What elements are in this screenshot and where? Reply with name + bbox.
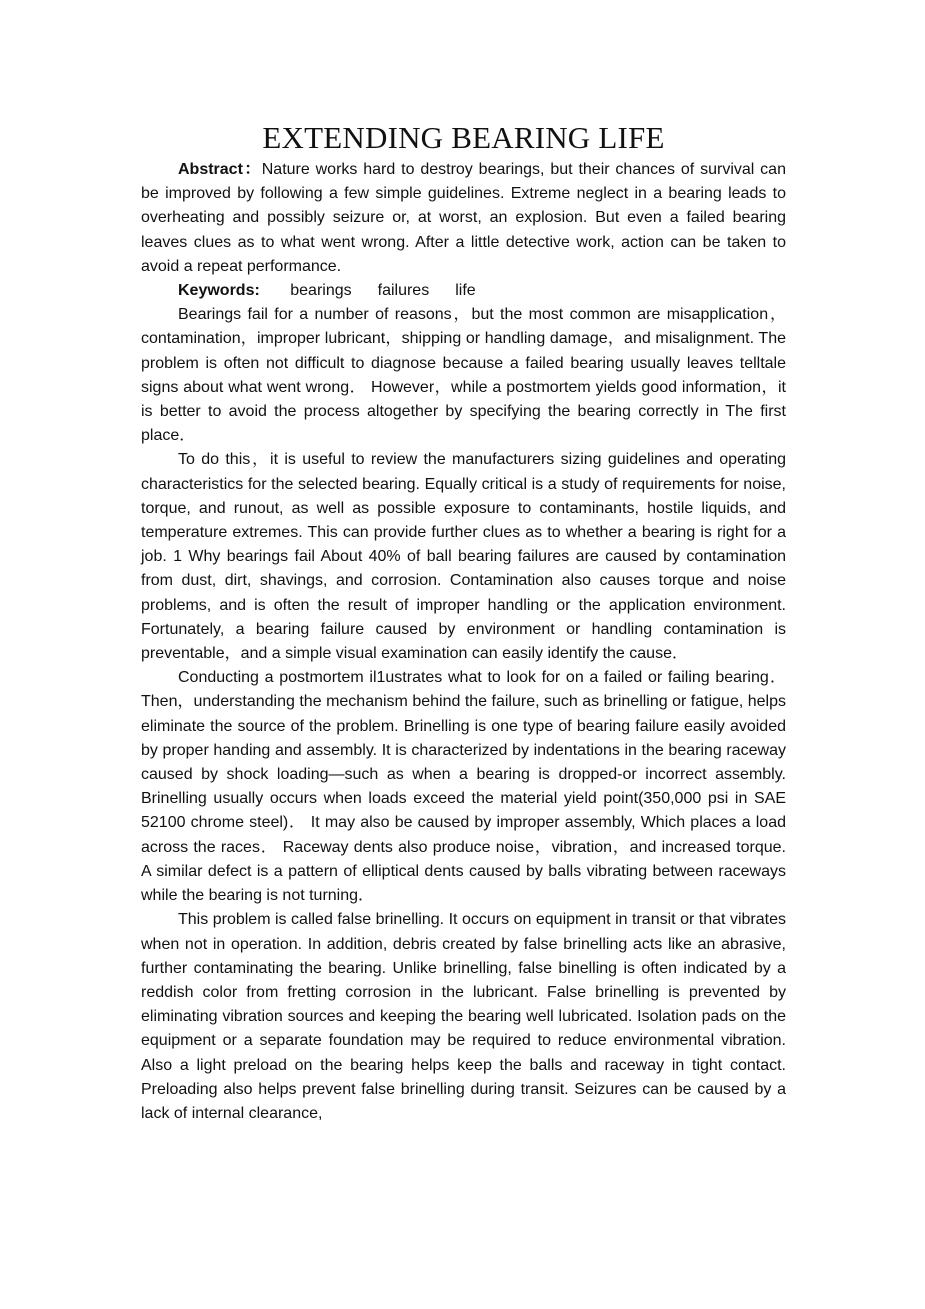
body-paragraph: Conducting a postmortem il1ustrates what to look for on a failed or failing bearing．Then，understanding the mechanism behind the failure, such as brinelling or fatigue, helps eliminate the source of the problem. Brinelling is one type of bearing failure easily avoided by proper handing and assembly. It is characterized by indentations in the bearing raceway caused by shock loading—such as when a bearing is dropped-or incorrect assembly. Brinelling usually occurs when loads exceed the material yield point(350,000 psi in SAE 52100 chrome steel)． It may also be caused by improper assembly, Which places a load across the races． Raceway dents also produce noise，vibration，and increased torque. A similar defect is a pattern of elliptical dents caused by balls vibrating between raceways while the bearing is not turning． [141,669,786,905]
keyword-item: bearings [290,282,352,300]
abstract-text: Nature works hard to destroy bearings, but their chances of survival can be improved by following a few simple guidelines. Extreme neglect in a bearing leads to overheating and possibly seizure or, at worst, an explosion. But even a failed bearing leaves clues as to what went wrong. After a little detective work, action can be taken to avoid a repeat performance. [141,161,786,275]
body-paragraph: To do this，it is useful to review the manufacturers sizing guidelines and operating characteristics for the selected bearing. Equally critical is a study of requirements for noise, torque, and runout, as well as possible exposure to contaminants, hostile liquids, and temperature extremes. This can provide further clues as to whether a bearing is right for a job. 1 Why bearings fail About 40% of ball bearing failures are caused by contamination from dust, dirt, shavings, and corrosion. Contamination also causes torque and noise problems, and is often the result of improper handling or the application environment. Fortunately, a bearing failure caused by environment or handling contamination is preventable，and a simple visual examination can easily identify the cause． [141,451,786,663]
keyword-item: failures [377,282,430,300]
document-page [141,118,786,1126]
keywords-paragraph [141,279,786,303]
body-paragraph: This problem is called false brinelling. It occurs on equipment in transit or that vibrates when not in operation. In addition, debris created by false brinelling acts like an abrasive, further contaminating the bearing. Unlike brinelling, false binelling is often indicated by a reddish color from fretting corrosion in the lubricant. False brinelling is prevented by eliminating vibration sources and keeping the bearing well lubricated. Isolation pads on the equipment or a separate foundation may be required to reduce environmental vibration. Also a light preload on the bearing helps keep the balls and raceway in tight contact. Preloading also helps prevent false brinelling during transit. Seizures can be caused by a lack of internal clearance, [141,911,786,1122]
abstract-paragraph [141,158,786,279]
body-paragraph: Bearings fail for a number of reasons，but the most common are misapplication，contamination，improper lubricant，shipping or handling damage，and misalignment. The problem is often not difficult to diagnose because a failed bearing usually leaves telltale signs about what went wrong． However，while a postmortem yields good information，it is better to avoid the process altogether by specifying the bearing correctly in The first place． [141,306,786,445]
keyword-item: life [455,282,476,300]
keywords-label: Keywords: [178,282,260,300]
document-title: EXTENDING BEARING LIFE [262,120,665,155]
abstract-label: Abstract： [178,161,262,178]
